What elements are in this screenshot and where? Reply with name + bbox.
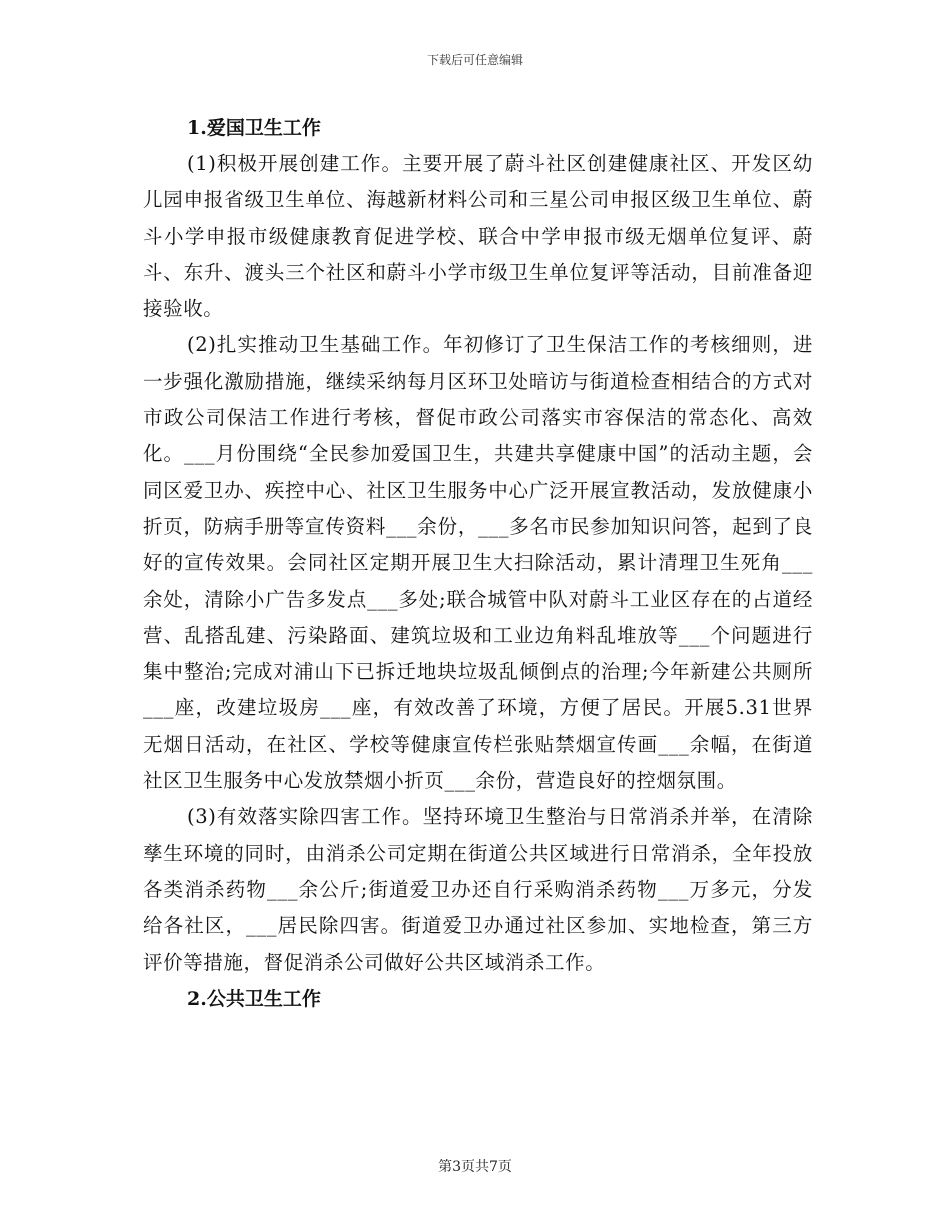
page-header: 下载后可任意编辑: [426, 53, 523, 67]
section-heading-public-health: 2.公共卫生工作: [187, 987, 321, 1010]
paragraph-creation-work: (1)积极开展创建工作。主要开展了蔚斗社区创建健康社区、开发区幼儿园申报省级卫生单位、海越新材料公司和三星公司申报区级卫生单位、蔚斗小学申报市级健康教育促进学校、联合中学申报市级无烟单位复评、蔚斗、东升、渡头三个社区和蔚斗小学市级卫生单位复评等活动，目前准备迎接验收。: [143, 152, 813, 321]
paragraph-pest-control: (3)有效落实除四害工作。坚持环境卫生整治与日常消杀并举，在清除孳生环境的同时，由消杀公司定期在街道公共区域进行日常消杀，全年投放各类消杀药物___余公斤;街道爱卫办还自行采购消杀药物___万多元，分发给各社区，___居民除四害。街道爱卫办通过社区参加、实地检查，第三方评价等措施，督促消杀公司做好公共区域消杀工作。: [143, 805, 813, 974]
section-heading-patriotic-health: 1.爱国卫生工作: [187, 117, 321, 139]
paragraph-sanitation-basics: (2)扎实推动卫生基础工作。年初修订了卫生保洁工作的考核细则，进一步强化激励措施，继续采纳每月区环卫处暗访与街道检查相结合的方式对市政公司保洁工作进行考核，督促市政公司落实市容保洁的常态化、高效化。___月份围绕“全民参加爱国卫生，共建共享健康中国”的活动主题，会同区爱卫办、疾控中心、社区卫生服务中心广泛开展宣教活动，发放健康小折页，防病手册等宣传资料___余份，___多名市民参加知识问答，起到了良好的宣传效果。会同社区定期开展卫生大扫除活动，累计清理卫生死角___余处，清除小广告多发点___多处;联合城管中队对蔚斗工业区存在的占道经营、乱搭乱建、污染路面、建筑垃圾和工业边角料乱堆放等___个问题进行集中整治;完成对浦山下已拆迁地块垃圾乱倾倒点的治理;今年新建公共厕所___座，改建垃圾房___座，有效改善了环境，方便了居民。开展5.31世界无烟日活动，在社区、学校等健康宣传栏张贴禁烟宣传画___余幅，在街道社区卫生服务中心发放禁烟小折页___余份，营造良好的控烟氛围。: [143, 333, 813, 793]
document-body: [143, 110, 813, 1017]
page-number: 第3页共7页: [438, 1159, 512, 1175]
